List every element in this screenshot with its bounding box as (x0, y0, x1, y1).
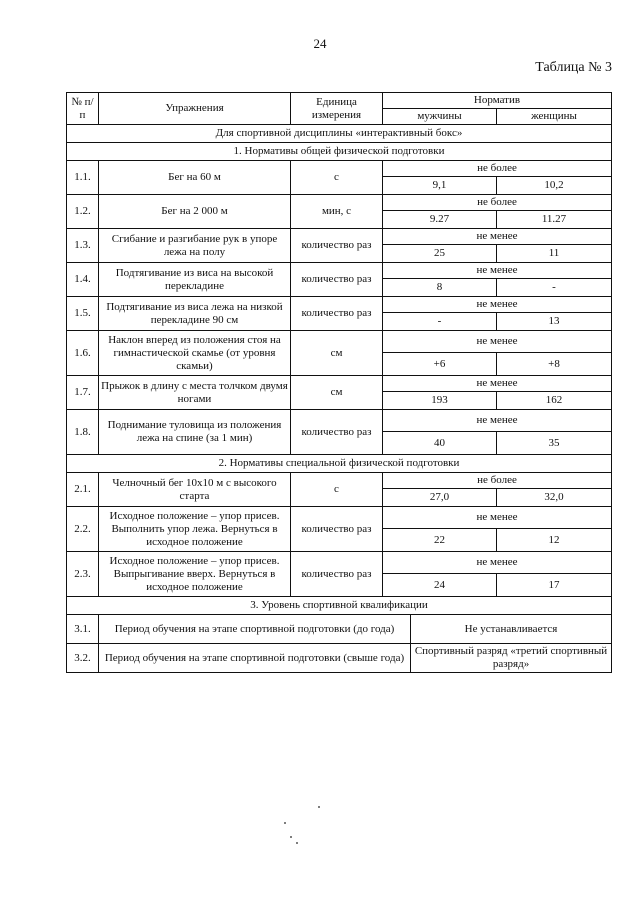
norm-condition: не менее (383, 331, 612, 353)
value-men: 8 (383, 279, 497, 297)
unit: с (291, 161, 383, 195)
row-num: 1.2. (67, 195, 99, 229)
norms-table (66, 92, 612, 673)
table-row (67, 410, 612, 432)
value-men: 25 (383, 245, 497, 263)
scan-speck (284, 822, 286, 824)
discipline-row (67, 125, 612, 143)
table-row (67, 644, 612, 673)
unit: количество раз (291, 410, 383, 455)
row-num: 1.8. (67, 410, 99, 455)
row-num: 1.4. (67, 263, 99, 297)
discipline-title: Для спортивной дисциплины «интерактивный бокс» (67, 125, 612, 143)
value-women: 32,0 (497, 489, 612, 507)
header-exercise: Упражнения (99, 93, 291, 125)
value-women: 11 (497, 245, 612, 263)
exercise-name: Подтягивание из виса лежа на низкой перекладине 90 см (99, 297, 291, 331)
row-num: 2.3. (67, 552, 99, 597)
unit: количество раз (291, 552, 383, 597)
table-row (67, 507, 612, 529)
value-women: 162 (497, 392, 612, 410)
section-title: 1. Нормативы общей физической подготовки (67, 143, 612, 161)
table-row (67, 195, 612, 211)
unit: количество раз (291, 507, 383, 552)
header-row (67, 93, 612, 109)
scan-speck (290, 836, 292, 838)
section1-body (67, 161, 612, 455)
table-row (67, 473, 612, 489)
unit: количество раз (291, 297, 383, 331)
norm-condition: не менее (383, 376, 612, 392)
table-row (67, 161, 612, 177)
unit: количество раз (291, 229, 383, 263)
exercise-name: Бег на 60 м (99, 161, 291, 195)
row-num: 1.3. (67, 229, 99, 263)
table-row (67, 376, 612, 392)
exercise-name: Исходное положение – упор присев. Выпрыгивание вверх. Вернуться в исходное положение (99, 552, 291, 597)
exercise-name: Прыжок в длину с места толчком двумя ногами (99, 376, 291, 410)
unit: см (291, 376, 383, 410)
section-row (67, 597, 612, 615)
header-men: мужчины (383, 109, 497, 125)
header-num: № п/п (67, 93, 99, 125)
unit: мин, с (291, 195, 383, 229)
row-num: 1.1. (67, 161, 99, 195)
exercise-name: Сгибание и разгибание рук в упоре лежа на полу (99, 229, 291, 263)
norm-condition: не более (383, 195, 612, 211)
row-num: 1.7. (67, 376, 99, 410)
qualification-value: Спортивный разряд «третий спортивный разряд» (411, 644, 612, 673)
value-men: - (383, 313, 497, 331)
norm-condition: не менее (383, 507, 612, 529)
norm-condition: не более (383, 473, 612, 489)
table-row (67, 331, 612, 353)
exercise-name: Подтягивание из виса на высокой перекладине (99, 263, 291, 297)
row-num: 3.1. (67, 615, 99, 644)
table-row (67, 229, 612, 245)
exercise-name: Поднимание туловища из положения лежа на спине (за 1 мин) (99, 410, 291, 455)
value-men: 27,0 (383, 489, 497, 507)
table-row (67, 263, 612, 279)
value-women: 13 (497, 313, 612, 331)
table-row (67, 297, 612, 313)
table-row (67, 552, 612, 574)
norm-condition: не менее (383, 229, 612, 245)
unit: количество раз (291, 263, 383, 297)
row-num: 2.1. (67, 473, 99, 507)
value-men: 22 (383, 529, 497, 552)
value-women: 11.27 (497, 211, 612, 229)
section3-body (67, 615, 612, 673)
value-women: - (497, 279, 612, 297)
scan-speck (318, 806, 320, 808)
qualification-value: Не устанавливается (411, 615, 612, 644)
row-num: 1.5. (67, 297, 99, 331)
section-row (67, 143, 612, 161)
header-unit: Единица измерения (291, 93, 383, 125)
norm-condition: не более (383, 161, 612, 177)
value-men: 9,1 (383, 177, 497, 195)
value-men: 9.27 (383, 211, 497, 229)
qualification-period: Период обучения на этапе спортивной подготовки (свыше года) (99, 644, 411, 673)
scan-speck (296, 842, 298, 844)
exercise-name: Челночный бег 10x10 м с высокого старта (99, 473, 291, 507)
table-title: Таблица № 3 (535, 60, 612, 75)
exercise-name: Наклон вперед из положения стоя на гимнастической скамье (от уровня скамьи) (99, 331, 291, 376)
value-men: 24 (383, 574, 497, 597)
value-women: 12 (497, 529, 612, 552)
value-women: +8 (497, 353, 612, 376)
section-row (67, 455, 612, 473)
row-num: 1.6. (67, 331, 99, 376)
section2-body (67, 473, 612, 597)
qualification-period: Период обучения на этапе спортивной подготовки (до года) (99, 615, 411, 644)
norm-condition: не менее (383, 410, 612, 432)
unit: см (291, 331, 383, 376)
norm-condition: не менее (383, 297, 612, 313)
section-title: 2. Нормативы специальной физической подготовки (67, 455, 612, 473)
value-women: 10,2 (497, 177, 612, 195)
value-men: 193 (383, 392, 497, 410)
value-women: 35 (497, 432, 612, 455)
header-women: женщины (497, 109, 612, 125)
norm-condition: не менее (383, 263, 612, 279)
section-title: 3. Уровень спортивной квалификации (67, 597, 612, 615)
header-norm: Норматив (383, 93, 612, 109)
exercise-name: Исходное положение – упор присев. Выполнить упор лежа. Вернуться в исходное положение (99, 507, 291, 552)
table-row (67, 615, 612, 644)
unit: с (291, 473, 383, 507)
row-num: 3.2. (67, 644, 99, 673)
value-men: 40 (383, 432, 497, 455)
value-women: 17 (497, 574, 612, 597)
row-num: 2.2. (67, 507, 99, 552)
norm-condition: не менее (383, 552, 612, 574)
value-men: +6 (383, 353, 497, 376)
page-number: 24 (313, 36, 327, 51)
exercise-name: Бег на 2 000 м (99, 195, 291, 229)
